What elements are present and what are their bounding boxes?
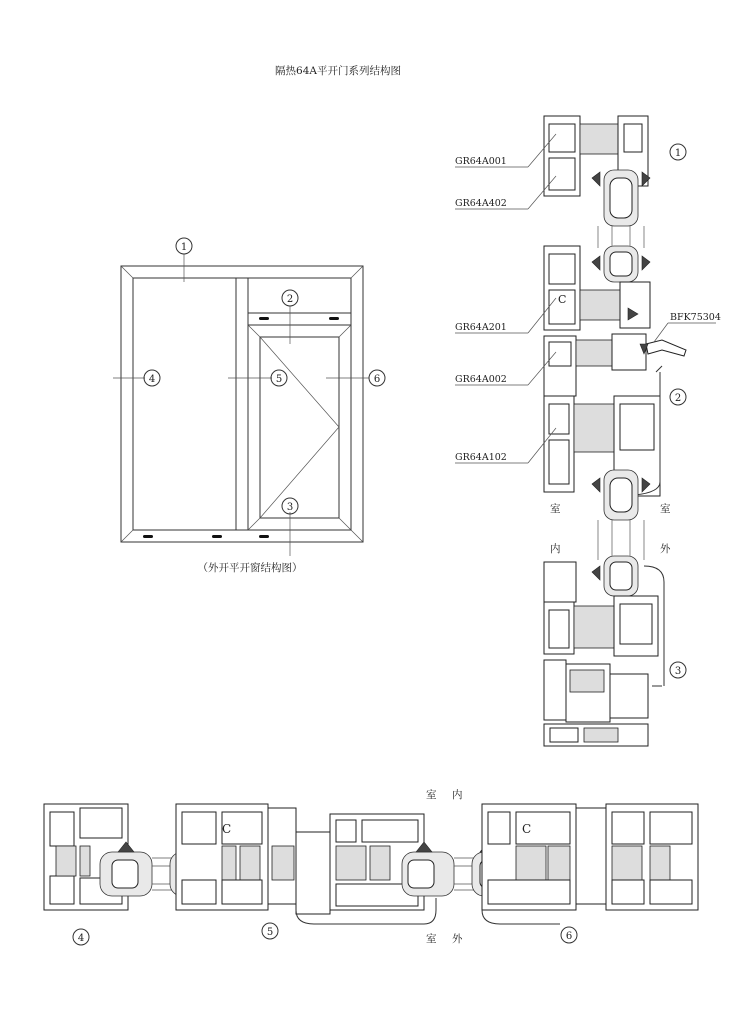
svg-text:1: 1 — [180, 242, 188, 253]
drain-slot — [143, 535, 153, 538]
elevation-section-markers — [144, 238, 385, 514]
elevation-caption: （外开平开窗结构图） — [197, 562, 303, 574]
svg-text:C: C — [222, 822, 232, 836]
profile-sash-side — [296, 832, 330, 914]
section-marker-2 — [282, 290, 298, 306]
part-code-gr64a002: GR64A002 — [455, 374, 507, 385]
svg-text:外: 外 — [452, 933, 463, 945]
mullion — [236, 278, 248, 530]
svg-text:4: 4 — [148, 374, 156, 385]
svg-text:3: 3 — [286, 502, 294, 513]
drain-slot — [329, 317, 339, 320]
svg-text:3: 3 — [674, 666, 682, 677]
section-marker-4 — [144, 370, 160, 386]
section-marker-1 — [176, 238, 192, 254]
opening-indicator — [260, 337, 339, 518]
svg-text:C: C — [558, 293, 567, 306]
svg-text:外: 外 — [660, 543, 671, 555]
drain-slot — [212, 535, 222, 538]
drain-slot — [259, 535, 269, 538]
accessory-bfk — [646, 340, 686, 356]
section-marker-3 — [282, 498, 298, 514]
part-code-gr64a001: GR64A001 — [455, 156, 507, 167]
svg-text:C: C — [522, 822, 532, 836]
svg-text:6: 6 — [373, 374, 381, 385]
vertical-section — [544, 116, 686, 746]
svg-text:6: 6 — [565, 931, 573, 942]
horizontal-markers — [73, 923, 577, 945]
drain-slot — [259, 317, 269, 320]
part-code-gr64a102: GR64A102 — [455, 452, 507, 463]
svg-text:5: 5 — [266, 927, 274, 938]
window-elevation — [113, 254, 369, 556]
sash-inner — [260, 337, 339, 518]
horizontal-section — [44, 804, 698, 924]
drawing-title: 隔热64A平开门系列结构图 — [275, 65, 401, 77]
part-code-gr64a402: GR64A402 — [455, 198, 507, 209]
svg-text:内: 内 — [452, 789, 463, 801]
vertical-markers — [670, 144, 686, 678]
svg-text:室: 室 — [550, 503, 561, 515]
svg-text:室: 室 — [660, 503, 671, 515]
svg-text:室: 室 — [426, 789, 437, 801]
part-code-bfk75304: BFK75304 — [670, 312, 721, 323]
section-marker-6 — [369, 370, 385, 386]
svg-text:1: 1 — [674, 148, 682, 159]
svg-text:4: 4 — [77, 933, 85, 944]
thermal-break — [580, 124, 618, 154]
outer-frame — [121, 266, 363, 542]
inner-frame — [133, 278, 351, 530]
svg-text:室: 室 — [426, 933, 437, 945]
sash-outer — [248, 325, 351, 530]
svg-text:5: 5 — [275, 374, 283, 385]
part-code-gr64a201: GR64A201 — [455, 322, 507, 333]
section-marker-5 — [271, 370, 287, 386]
svg-text:2: 2 — [286, 294, 294, 305]
svg-text:内: 内 — [550, 543, 561, 555]
svg-text:2: 2 — [674, 393, 682, 404]
